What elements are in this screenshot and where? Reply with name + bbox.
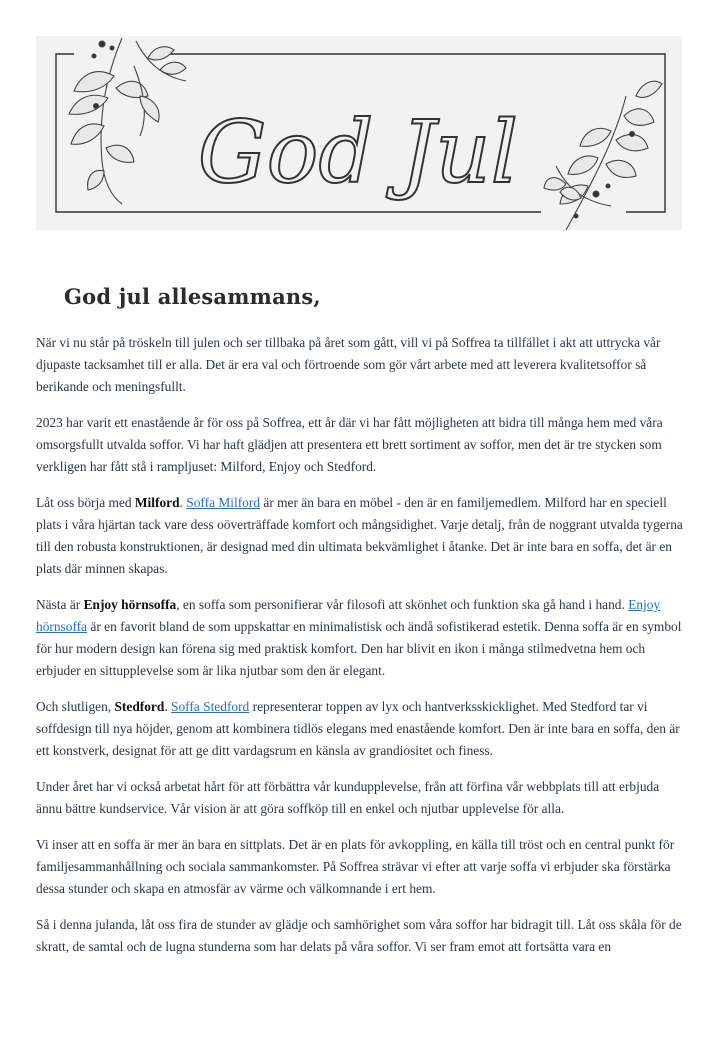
milford-intro-text: Låt oss börja med bbox=[36, 495, 135, 510]
milford-bold-text: Milford bbox=[134, 495, 180, 510]
paragraph-stedford bbox=[36, 696, 686, 762]
soffa-milford-link[interactable]: Soffa Milford bbox=[186, 495, 261, 510]
milford-body-text: är mer än bara en möbel - den är en familjemedlem. Milford har en speciell plats i våra hjärtan tack vare dess oöverträffade komfort och mångsidighet. Varje detalj, från de noggrant utvalda tygerna till den robusta konstruktionen, är designad med din ultimata bekvämlighet i åtanke. Det är inte bara en soffa, det är en plats där minnen skapas. bbox=[36, 495, 683, 576]
milford-separator: . bbox=[179, 495, 187, 510]
enjoy-bold-text: Enjoy hörnsoffa bbox=[83, 597, 177, 612]
greeting-heading: God jul allesammans, bbox=[64, 284, 321, 309]
banner-title: God Jul bbox=[197, 103, 519, 203]
paragraph-intro: När vi nu står på tröskeln till julen och ser tillbaka på året som gått, vill vi på Soffrea ta tillfället i akt att uttrycka vår djupaste tacksamhet till er alla. Det är era val och förtroende som gör vårt arbete med att leverera kvalitetsoffor så berikande och meningsfullt. bbox=[36, 335, 661, 394]
god-jul-banner bbox=[36, 36, 682, 230]
enjoy-intro-text: Nästa är bbox=[36, 597, 84, 612]
banner-artwork bbox=[36, 36, 682, 230]
paragraph-year: 2023 har varit ett enastående år för oss på Soffrea, ett år där vi har fått möjligheten att bidra till många hem med våra omsorgsfullt utvalda soffor. Vi har haft glädjen att presentera ett brett sortiment av soffor, men det är tre stycken som verkligen har fått stå i rampljuset: Milford, Enjoy och Stedford. bbox=[36, 415, 663, 474]
letter-body bbox=[36, 332, 686, 972]
enjoy-body-text: är en favorit bland de som uppskattar en minimalistisk och ändå sofistikerad estetik. Denna soffa är en symbol för hur modern design kan förena sig med praktisk komfort. Den har blivit en ikon i många stilmedvetna hem och erbjuder en sittupplevelse som är lika njutbar som den är elegant. bbox=[36, 619, 682, 678]
paragraph-customer-experience: Under året har vi också arbetat hårt för att förbättra vår kundupplevelse, från att förfina vår webbplats till att erbjuda ännu bättre kundservice. Vår vision är att göra soffköp till en enkel och njutbar upplevelse för alla. bbox=[36, 779, 660, 816]
paragraph-christmas-spirit: Så i denna julanda, låt oss fira de stunder av glädje och samhörighet som våra soffor har bidragit till. Låt oss skåla för de skratt, de samtal och de lugna stunderna som har delats på våra soffor. Vi ser fram emot att fortsätta vara en bbox=[36, 917, 682, 954]
stedford-intro-text: Och slutligen, bbox=[36, 699, 115, 714]
leaves-top-left-icon bbox=[69, 38, 186, 204]
leaves-bottom-right-icon bbox=[544, 81, 662, 230]
stedford-bold-text: Stedford bbox=[114, 699, 165, 714]
paragraph-enjoy bbox=[36, 594, 686, 682]
paragraph-sofa-meaning: Vi inser att en soffa är mer än bara en sittplats. Det är en plats för avkoppling, en källa till tröst och en central punkt för familjesammanhållning och sociala sammankomster. På Soffrea strävar vi efter att varje soffa vi erbjuder ska förstärka dessa stunder och skapa en atmosfär av värme och välkomnande i ert hem. bbox=[36, 837, 675, 896]
enjoy-hornsoffa-link[interactable]: Enjoy hörnsoffa bbox=[36, 597, 661, 634]
soffa-stedford-link[interactable]: Soffa Stedford bbox=[171, 699, 250, 714]
paragraph-milford bbox=[36, 492, 686, 580]
stedford-body-text: representerar toppen av lyx och hantverksskicklighet. Med Stedford tar vi soffdesign till nya höjder, genom att kombinera tidlös elegans med enastående komfort. Den är inte bara en soffa, den är ett konstverk, designat för att ge ditt vardagsrum en känsla av grandiositet och finess. bbox=[36, 699, 680, 758]
stedford-separator: . bbox=[164, 699, 172, 714]
enjoy-separator: , en soffa som personifierar vår filosofi att skönhet och funktion ska gå hand i hand. bbox=[176, 597, 629, 612]
